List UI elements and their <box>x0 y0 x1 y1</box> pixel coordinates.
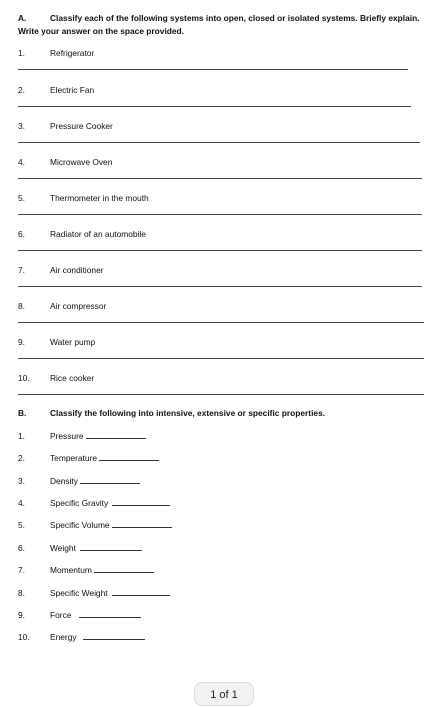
answer-line[interactable] <box>18 286 422 287</box>
section-b-item-label: Density <box>50 476 78 486</box>
section-b-item-number: 2. <box>18 453 25 463</box>
section-b-item-row <box>50 476 140 486</box>
section-b-item-number: 7. <box>18 565 25 575</box>
answer-line[interactable] <box>18 214 422 215</box>
section-b-item-row <box>50 431 146 441</box>
answer-blank[interactable] <box>112 520 172 528</box>
section-b-item-label: Specific Gravity <box>50 498 109 508</box>
section-a-item-number: 4. <box>18 157 25 167</box>
section-a-item-number: 1. <box>18 48 25 58</box>
section-b-item-row <box>50 543 142 553</box>
section-a-item-label: Refrigerator <box>50 48 95 58</box>
answer-blank[interactable] <box>94 565 154 573</box>
section-b-item-label: Temperature <box>50 453 98 463</box>
section-b-item-label: Weight <box>50 543 76 553</box>
answer-line[interactable] <box>18 69 408 70</box>
section-b-item-number: 10. <box>18 632 30 642</box>
answer-blank[interactable] <box>80 543 142 551</box>
section-b-item-number: 3. <box>18 476 25 486</box>
section-b-item-label: Pressure <box>50 431 84 441</box>
answer-blank[interactable] <box>86 431 146 439</box>
answer-blank[interactable] <box>80 476 140 484</box>
answer-line[interactable] <box>18 250 422 251</box>
answer-blank[interactable] <box>79 610 141 618</box>
section-b-item-label: Specific Weight <box>50 588 108 598</box>
section-b-item-label: Specific Volume <box>50 520 110 530</box>
section-a-item-label: Microwave Oven <box>50 157 113 167</box>
section-b-item-row <box>50 453 159 463</box>
section-b-item-number: 8. <box>18 588 25 598</box>
section-b-item-row <box>50 498 170 508</box>
section-b-item-number: 4. <box>18 498 25 508</box>
section-a-letter: A. <box>18 13 27 23</box>
section-b-item-number: 5. <box>18 520 25 530</box>
section-b-letter: B. <box>18 408 27 418</box>
section-b-item-label: Energy <box>50 632 77 642</box>
section-b-item-row <box>50 588 170 598</box>
section-a-instruction-line2: Write your answer on the space provided. <box>18 26 184 36</box>
section-b-item-label: Momentum <box>50 565 92 575</box>
section-b-instruction: Classify the following into intensive, extensive or specific properties. <box>50 408 326 418</box>
section-a-item-label: Rice cooker <box>50 373 95 383</box>
answer-line[interactable] <box>18 142 420 143</box>
answer-blank[interactable] <box>112 588 170 596</box>
answer-line[interactable] <box>18 358 424 359</box>
section-b-item-number: 1. <box>18 431 25 441</box>
section-a-instruction: Classify each of the following systems into open, closed or isolated systems. Briefly explain. <box>50 13 420 23</box>
section-b-item-row <box>50 565 154 575</box>
section-a-item-number: 9. <box>18 337 25 347</box>
answer-line[interactable] <box>18 394 424 395</box>
section-a-item-number: 7. <box>18 265 25 275</box>
section-a-item-label: Thermometer in the mouth <box>50 193 149 203</box>
section-a-item-number: 10. <box>18 373 30 383</box>
page-indicator: 1 of 1 <box>194 682 254 706</box>
section-a-item-label: Air conditioner <box>50 265 104 275</box>
answer-line[interactable] <box>18 322 424 323</box>
section-a-item-number: 2. <box>18 85 25 95</box>
section-a-item-label: Water pump <box>50 337 96 347</box>
section-a-item-label: Radiator of an automobile <box>50 229 146 239</box>
section-a-item-number: 8. <box>18 301 25 311</box>
section-a-item-number: 6. <box>18 229 25 239</box>
answer-blank[interactable] <box>99 453 159 461</box>
section-b-item-number: 6. <box>18 543 25 553</box>
answer-blank[interactable] <box>83 632 145 640</box>
answer-blank[interactable] <box>112 498 170 506</box>
section-a-item-label: Electric Fan <box>50 85 95 95</box>
section-b-item-label: Force <box>50 610 72 620</box>
section-b-item-row <box>50 632 145 642</box>
section-a-item-number: 5. <box>18 193 25 203</box>
section-a-item-label: Pressure Cooker <box>50 121 113 131</box>
answer-line[interactable] <box>18 178 422 179</box>
section-b-item-row <box>50 520 172 530</box>
section-b-item-row <box>50 610 141 620</box>
answer-line[interactable] <box>18 106 411 107</box>
section-b-item-number: 9. <box>18 610 25 620</box>
section-a-item-number: 3. <box>18 121 25 131</box>
section-a-item-label: Air compressor <box>50 301 107 311</box>
